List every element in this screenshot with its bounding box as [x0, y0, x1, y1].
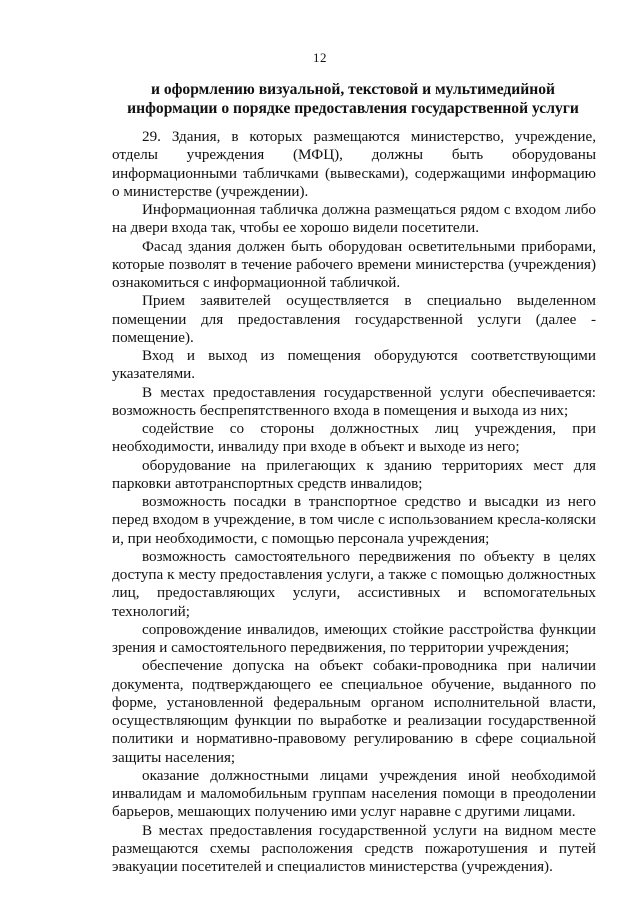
- section-heading: и оформлению визуальной, текстовой и мультимедийной информации о порядке предоставления государственной услуги: [127, 81, 579, 117]
- paragraph: сопровождение инвалидов, имеющих стойкие расстройства функции зрения и самостоятельного передвижения, по территории учреждения;: [112, 620, 596, 656]
- paragraph: Вход и выход из помещения оборудуются соответствующими указателями.: [112, 347, 596, 383]
- paragraph: содействие со стороны должностных лиц учреждения, при необходимости, инвалиду при входе в объект и выходе из него;: [112, 420, 596, 456]
- paragraph: 29. Здания, в которых размещаются министерство, учреждение, отделы учреждения (МФЦ), должны быть оборудованы информационными табличками (вывесками), содержащими информацию о министерстве (учреждении).: [112, 128, 596, 200]
- paragraph: В местах предоставления государственной услуги обеспечивается: возможность беспрепятственного входа в помещения и выхода из них;: [112, 383, 596, 419]
- paragraph: В местах предоставления государственной услуги на видном месте размещаются схемы расположения средств пожаротушения и путей эвакуации посетителей и специалистов министерства (учреждения).: [112, 821, 596, 875]
- paragraph: Информационная табличка должна размещаться рядом с входом либо на двери входа так, чтобы ее хорошо видели посетители.: [112, 201, 596, 237]
- paragraph: оборудование на прилегающих к зданию территориях мест для парковки автотранспортных средств инвалидов;: [112, 456, 596, 492]
- paragraph: Фасад здания должен быть оборудован осветительными приборами, которые позволят в течение рабочего времени министерства (учреждения) ознакомиться с информационной табличкой.: [112, 237, 596, 291]
- document-body: [112, 128, 596, 876]
- page-number: 12: [313, 50, 327, 65]
- paragraph: возможность посадки в транспортное средство и высадки из него перед входом в учреждение, в том числе с использованием кресла-коляски и, при необходимости, с помощью персонала учреждения;: [112, 493, 596, 547]
- paragraph: оказание должностными лицами учреждения иной необходимой инвалидам и маломобильным группам населения помощи в преодолении барьеров, мешающих получению ими услуг наравне с другими лицами.: [112, 766, 596, 821]
- paragraph: возможность самостоятельного передвижения по объекту в целях доступа к месту предоставления услуги, а также с помощью должностных лиц, предоставляющих услуги, ассистивных и вспомогательных технологий;: [112, 547, 596, 620]
- paragraph: обеспечение допуска на объект собаки-проводника при наличии документа, подтверждающего ее специальное обучение, выданного по форме, установленной федеральным органом исполнительной власти, осуществляющим функции по выработке и реализации государственной политики и нормативно-правовому регулированию в сфере социальной защиты населения;: [112, 657, 596, 766]
- paragraph: Прием заявителей осуществляется в специально выделенном помещении для предоставления государственной услуги (далее - помещение).: [112, 292, 596, 346]
